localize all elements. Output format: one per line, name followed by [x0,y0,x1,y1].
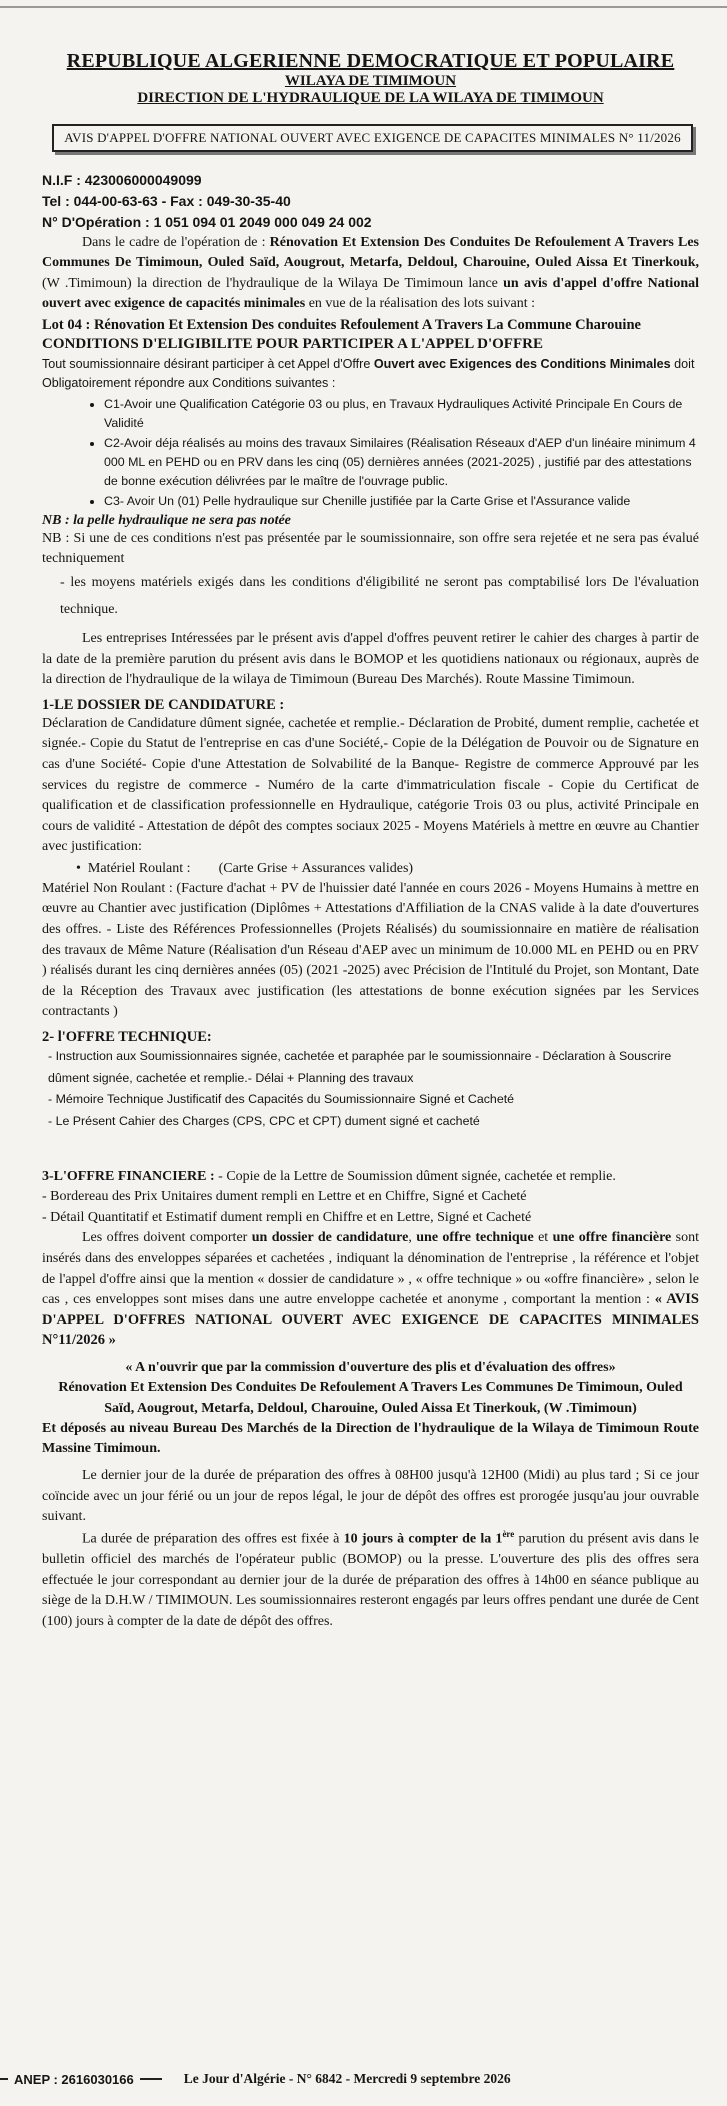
env-financiere: une offre financière [552,1230,672,1246]
envelopes-paragraph [42,1228,699,1351]
depose-paragraph: Et déposés au niveau Bureau Des Marchés de la Direction de l'hydraulique de la Wilaya de Timimoun Route Massine Timimoun. [42,1420,699,1457]
roulant-value: (Carte Grise + Assurances valides) [218,860,414,876]
env-text-g: sont insérés dans des enveloppes séparées et cachetées , indiquant la dénomination de l'entreprise , la référence et l'objet de l'appel d'offre ainsi que la mention « dossier de candidature » , « offre technique » ou «offre financière» , selon le cas , ces enveloppes sont mises dans une autre enveloppe cachetée et anonyme , comportant la mention : [42,1230,700,1308]
materiel-roulant [42,858,699,879]
ouvrir-mention: « A n'ouvrir que par la commission d'ouverture des plis et d'évaluation des offres» [125,1359,616,1375]
env-avis-mention: « AVIS D'APPEL D'OFFRES NATIONAL OUVERT AVEC EXIGENCE DE CAPACITES MINIMALES N°11/2026 » [42,1291,699,1349]
technique-line-2: - Mémoire Technique Justificatif des Capacités du Soumissionnaire Signé et Cacheté [48,1092,515,1107]
condition-c1: • C1-Avoir une Qualification Catégorie 03 ou plus, en Travaux Hydrauliques Activité Principale En Cours de Validité [104,395,699,432]
closing-text-a: La durée de préparation des offres est fixée à [82,1531,344,1547]
env-text-c: , [408,1230,417,1246]
conditions-title: CONDITIONS D'ELIGIBILITE POUR PARTICIPER A L'APPEL D'OFFRE [42,335,543,352]
dossier-text: Déclaration de Candidature dûment signée, cachetée et remplie.- Déclaration de Probité, dument remplie, cachetée et signée.- Copie du Statut de l'entreprise en cas d'une Société,- Copie de la Délégation de Pouvoir ou de Signature en cas d'une Société- Copie d'une Attestation de Solvabilité de la Banque- Registre de commerce Approuvé par les services du registre de commerce - Numéro de la carte d'immatriculation fiscale - Copie du Certificat de qualification et de classification professionnelle en Hydraulique, catégorie Trois 03 ou plus, activité Principale en cours de validité - Attestation de dépôt des comptes sociaux 2025 - Moyens Matériels à mettre en œuvre au Chantier avec justification: [42,715,699,855]
condition-c2: • C2-Avoir déja réalisés au moins des travaux Similaires (Réalisation Réseaux d'AEP d'un linéaire minimum 4 000 ML en PEHD ou en PRV dans les cinq (05) dernières années (2021-2025) , justifié par des attestations de bonne exécution délivrées par le maître de l'ouvrage public. [104,434,699,490]
footer-dash-2 [140,2078,162,2080]
retrait-paragraph: Les entreprises Intéressées par le présent avis d'appel d'offres peuvent retirer le cahier des charges à partir de la date de la première parution du présent avis dans le BOMOP et les quotidiens nationaux ou régionaux, auprès de la direction de l'hydraulique de la wilaya de Timimoun (Bureau Des Marchés). Route Massine Timimoun. [42,631,699,688]
env-technique: une offre technique [416,1230,534,1246]
closing-paragraph-2 [42,1528,699,1633]
closing-paragraph-1: Le dernier jour de la durée de préparation des offres à 08H00 jusqu'à 12H00 (Midi) au plus tard ; Si ce jour coïncide avec un jour férié ou un jour de repos légal, le jour de dépôt des offres est prorogée jusqu'au jour ouvrable suivant. [42,1467,699,1525]
bullet-dot: • [76,860,88,876]
intro-paragraph [42,233,699,315]
technique-list [42,1046,699,1133]
dossier-text-2: Matériel Non Roulant : (Facture d'achat + PV de l'huissier daté l'année en cours 2026 - Moyens Humains à mettre en œuvre au Chantier avec justification (Diplômes + Attestations d'Affiliation de la CNAS valide à la date d'ouvertures des offres. - Liste des Références Professionnelles (Projets Réalisés) du soumissionnaire en matière de réalisation des travaux de Même Nature (Réalisation d'un Réseau d'AEP avec un minimum de 10.000 ML en PEHD ou en PRV ) réalisés durant les cinq dernières années (05) (2021 -2025) avec Précision de l'Intitulé du Projet, son Montant, Date de la Réception des Travaux avec justification (les attestations de bonne exécution signées par les Services contractants ) [42,880,699,1020]
technique-title: 2- l'OFFRE TECHNIQUE: [42,1028,212,1045]
closing-sup: ère [502,1528,515,1539]
lot-04: Lot 04 : Rénovation Et Extension Des conduites Refoulement A Travers La Commune Charouine [42,316,641,333]
identifiers [42,170,699,233]
closing-duration: 10 jours à compter de la 1 [343,1531,503,1547]
condition-c3: • C3- Avoir Un (01) Pelle hydraulique sur Chenille justifiée par la Carte Grise et l'Assurance valide [104,492,699,511]
intro-project: Rénovation Et Extension Des Conduites De Refoulement A Travers Les Communes De Timimoun, Ouled Saïd, Aougrout, Metarfa, Deldoul, Charouine, Ouled Aissa Et Tinerkouk, [42,234,699,271]
operation-number: N° D'Opération : 1 051 094 01 2049 000 049 24 002 [42,213,372,230]
top-rule [0,6,727,8]
intro-text-2: (W .Timimoun) la direction de l'hydraulique de la Wilaya De Timimoun lance [42,275,504,291]
closing-text-c: parution du présent avis dans le bulletin officiel des marchés de l'opérateur public (BOMOP) ou la presse. L'ouverture des plis des offres sera effectuée le jour correspondant au dernier jour de la durée de préparation des offres à 14h00 en séance publique au siège de la D.H.W / TIMIMOUN. Les soumissionnaires resteront engagés par leurs offres pendant une durée de Cent (100) jours à compter de la date de dépôt des offres. [42,1531,699,1629]
conditions-intro-bold: Ouvert avec Exigences des Conditions Minimales [373,356,671,371]
nb-rejection: NB : Si une de ces conditions n'est pas présentée par le soumissionnaire, son offre sera rejetée et ne sera pas évalué techniquement [42,530,699,567]
wilaya-heading: WILAYA DE TIMIMOUN [284,73,457,89]
tel-fax: Tel : 044-00-63-63 - Fax : 049-30-35-40 [42,192,291,209]
financiere-line-2: - Bordereau des Prix Unitaires dument rempli en Lettre et en Chiffre, Signé et Cacheté [42,1189,527,1205]
nif: N.I.F : 423006000049099 [42,171,202,188]
technique-line-1: - Instruction aux Soumissionnaires signée, cachetée et paraphée par le soumissionnaire - Déclaration à Souscrire dûment signée, cachetée et remplie.- Délai + Planning des travaux [48,1048,672,1085]
roulant-label: Matériel Roulant : [87,860,191,876]
env-text-e: et [533,1230,553,1246]
technique-line-3: - Le Présent Cahier des Charges (CPS, CPC et CPT) dument signé et cacheté [48,1114,480,1129]
conditions-intro-text-2: doit Obligatoirement répondre aux Conditions suivantes : [42,356,695,390]
intro-avis: un avis d'appel d'offre National ouvert avec exigence de capacités minimales [42,275,699,312]
anep-number: ANEP : 2616030166 [14,2071,134,2087]
envelope-project: Rénovation Et Extension Des Conduites De Refoulement A Travers Les Communes De Timimoun, Ouled Saïd, Aougrout, Metarfa, Deldoul, Charouine, Ouled Aissa Et Tinerkouk, (W .Timimoun) [58,1380,683,1416]
intro-text-3: en vue de la réalisation des lots suivant : [305,296,535,312]
country-heading: REPUBLIQUE ALGERIENNE DEMOCRATIQUE ET POPULAIRE [66,50,675,72]
spacer [42,1133,699,1167]
footer [0,2066,727,2092]
footer-dash [0,2078,8,2080]
env-text-a: Les offres doivent comporter [82,1230,252,1246]
financiere-line-3: - Détail Quantitatif et Estimatif dument rempli en Chiffre et en Lettre, Signé et Cacheté [42,1209,532,1225]
financiere-text-1: - Copie de la Lettre de Soumission dûment signée, cachetée et remplie. [214,1168,616,1184]
conditions-list [42,395,699,511]
avis-title-box [52,124,693,152]
avis-title: AVIS D'APPEL D'OFFRE NATIONAL OUVERT AVEC EXIGENCE DE CAPACITES MINIMALES N° 11/2026 [64,129,681,145]
direction-heading: DIRECTION DE L'HYDRAULIQUE DE LA WILAYA DE TIMIMOUN [137,90,604,107]
nb-pelle: NB : la pelle hydraulique ne sera pas notée [42,512,291,528]
journal-reference: Le Jour d'Algérie - N° 6842 - Mercredi 9 septembre 2026 [183,2071,511,2086]
dossier-title: 1-LE DOSSIER DE CANDIDATURE : [42,696,285,713]
financiere-title: 3-L'OFFRE FINANCIERE : [42,1168,215,1184]
conditions-intro [42,355,699,393]
financiere-line-1 [42,1167,699,1188]
env-dossier: un dossier de candidature [251,1230,409,1246]
nb-moyens: - les moyens matériels exigés dans les conditions d'éligibilité ne seront pas comptabilisé lors De l'évaluation technique. [60,574,699,617]
header [42,50,699,108]
conditions-intro-text: Tout soumissionnaire désirant participer à cet Appel d'Offre [42,356,374,371]
intro-text: Dans le cadre de l'opération de : [82,234,270,250]
